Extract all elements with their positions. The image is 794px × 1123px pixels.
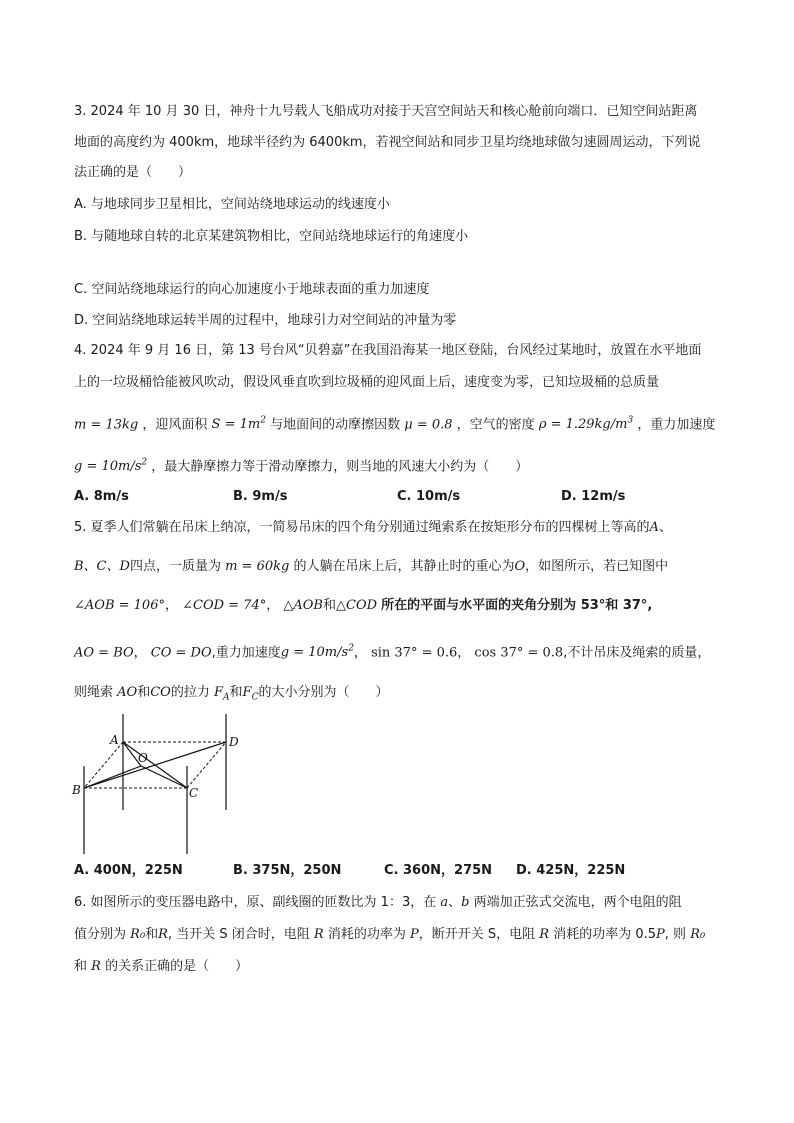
q5-text: ,不计吊床及绳索的质量， [563, 645, 711, 661]
q5-text: ，如图所示，若已知图中 [525, 559, 669, 574]
q6-text: 两端加正弦式交流电，两个电阻的阻 [473, 895, 682, 910]
point-a-label: A [649, 520, 659, 535]
q6-text: 消耗的功率为 0.5 [553, 927, 657, 942]
force-fc: $F_C$ [242, 685, 259, 703]
q6-line3 [74, 958, 248, 976]
q5-text: 的大小分别为（ ） [258, 685, 389, 700]
resistor-r0: R₀ [130, 927, 146, 942]
q5-text: 和 [229, 685, 243, 700]
q4-option-d: D. 12m/s [561, 489, 626, 504]
q4-line4 [74, 454, 528, 476]
q5-option-c: C. 360N，275N [384, 863, 493, 878]
resistor-r: R [91, 959, 101, 974]
rope-ac-line [123, 742, 187, 788]
force-fa-symbol: F [213, 685, 224, 700]
q4-option-b: B. 9m/s [233, 489, 288, 504]
q4-text: ，空气的密度 [456, 417, 535, 433]
q5-text: 的拉力 [170, 685, 210, 700]
terminal-a: a [440, 895, 449, 910]
sin-value: sin 37° = 0.6 [371, 645, 458, 661]
q4-text: 与地面间的动摩擦因数 [270, 417, 401, 433]
q6-text: 、 [448, 895, 462, 910]
q5-line3: ∠AOB = 106°， ∠COD = 74°， △AOB和△COD 所在的平面与水平面的夹角分别为 53°和 37°, [74, 598, 653, 613]
power-p: P [656, 927, 665, 942]
equation-co-do: CO = DO [150, 645, 212, 661]
q5-text: 和 [322, 598, 336, 613]
q6-text: 和 [145, 927, 159, 942]
q5-text: 四点，一质量为 [129, 559, 221, 574]
density-value: ρ = 1.29kg/m [538, 417, 628, 433]
resistor-r: R [313, 927, 324, 942]
gravity-formula: $g = 10m/s^2$ [280, 644, 354, 661]
q3-option-c: C. 空间站绕地球运行的向心加速度小于地球表面的重力加速度 [74, 282, 430, 297]
force-fa: $F_A$ [213, 685, 230, 703]
q6-text: 的关系正确的是（ ） [105, 959, 249, 974]
area-formula: $S = 1m^2$ [211, 416, 266, 433]
hammock-diagram [70, 708, 250, 854]
rope-oc-line [141, 766, 187, 788]
rope-ao: AO [117, 685, 138, 700]
q5-line1: 5. 夏季人们常躺在吊床上纳凉，一简易吊床的四个角分别通过绳索系在按矩形分布的四棵树上等高的A、 [74, 520, 672, 535]
label-o: O [138, 751, 148, 765]
triangle-aob: △AOB [283, 598, 323, 613]
q6-line2 [74, 926, 705, 944]
q6-text: 值分别为 [74, 927, 127, 942]
q5-text: ,重力加速度 [211, 645, 281, 661]
q4-text: ，重力加速度 [637, 417, 716, 433]
q5-text: 的人躺在吊床上后，其静止时的重心为 [293, 559, 515, 574]
q6-text: 6. 如图所示的变压器电路中，原、副线圈的匝数比为 1：3，在 [74, 895, 437, 910]
q5-option-a: A. 400N，225N [74, 863, 183, 878]
label-b: B [72, 783, 81, 797]
label-c: C [189, 786, 199, 800]
q3-line3: 法正确的是（ ） [74, 165, 192, 180]
q5-line5 [74, 684, 388, 707]
q6-text: , 则 [664, 927, 687, 942]
angle-cod: ∠COD = 74° [182, 598, 267, 613]
q5-option-d: D. 425N，225N [516, 863, 626, 878]
angle-aob: ∠AOB = 106° [74, 598, 165, 613]
label-a: A [110, 733, 119, 747]
q3-option-d: D. 空间站绕地球运转半周的过程中，地球引力对空间站的冲量为零 [74, 313, 457, 328]
q4-option-a: A. 8m/s [74, 489, 129, 504]
q4-text: ，最大静摩擦力等于滑动摩擦力，则当地的风速大小约为（ ） [151, 459, 529, 475]
q5-text: 所在的平面与水平面的夹角分别为 53°和 37°, [381, 598, 653, 613]
q3-option-a: A. 与地球同步卫星相比，空间站绕地球运动的线速度小 [74, 197, 390, 212]
q5-text: 5. 夏季人们常躺在吊床上纳凉，一简易吊床的四个角分别通过绳索系在按矩形分布的四棵树上等高的 [74, 520, 650, 535]
mass-formula: m = 60kg [225, 559, 290, 574]
points-bcd: B、C、D [74, 559, 130, 574]
q5-option-b: B. 375N，250N [233, 863, 342, 878]
q6-text: 消耗的功率为 [327, 927, 406, 942]
q4-line1: 4. 2024 年 9 月 16 日，第 13 号台风“贝碧嘉”在我国沿海某一地区登陆，台风经过某地时，放置在水平地面 [74, 343, 702, 358]
q5-text: 和 [137, 685, 151, 700]
gravity-value: g = 10m/s [280, 645, 349, 661]
power-p: P [410, 927, 419, 942]
equation-ao-bo: AO = BO [74, 645, 134, 661]
q5-line4: AO = BO， CO = DO,重力加速度$g = 10m/s^2$， sin 37° = 0.6， cos 37° = 0.8,不计吊床及绳索的质量， [74, 644, 711, 661]
force-fc-symbol: F [242, 685, 252, 700]
q4-option-c: C. 10m/s [397, 489, 461, 504]
q6-text: 和 [74, 959, 88, 974]
center-o-label: O [514, 559, 526, 574]
q6-text: ，断开开关 S，电阻 [418, 927, 536, 942]
q5-text: 则绳索 [74, 685, 114, 700]
q3-option-b: B. 与随地球自转的北京某建筑物相比，空间站绕地球运行的角速度小 [74, 229, 469, 244]
q4-line3 [74, 412, 715, 434]
q3-line2: 地面的高度约为 400km，地球半径约为 6400km，若视空间站和同步卫星均绕地球做匀速圆周运动，下列说 [74, 135, 701, 150]
rope-co: CO [150, 685, 171, 700]
label-d: D [229, 735, 239, 749]
terminal-b: b [461, 895, 470, 910]
resistor-r: R [158, 927, 168, 942]
triangle-cod: △COD [336, 598, 378, 613]
cos-value: cos 37° = 0.8 [474, 645, 564, 661]
resistor-r0: R₀ [690, 927, 706, 942]
q5-line2 [74, 558, 668, 576]
gravity-value: g = 10m/s [74, 459, 142, 475]
friction-coefficient: μ = 0.8 [404, 417, 453, 433]
resistor-r: R [539, 927, 550, 942]
area-value: S = 1m [211, 417, 261, 433]
air-density: $\rho = 1.29kg/m^3$ [538, 416, 634, 433]
q6-text: , 当开关 S 闭合时，电阻 [167, 927, 310, 942]
q3-line1: 3. 2024 年 10 月 30 日，神舟十九号载人飞船成功对接于天宫空间站天和核心舱前向端口．已知空间站距离 [74, 104, 698, 119]
mass-formula: m = 13kg [74, 417, 139, 433]
q4-line2: 上的一垃圾桶恰能被风吹动，假设风垂直吹到垃圾桶的迎风面上后，速度变为零，已知垃圾桶的总质量 [74, 375, 660, 390]
gravity-formula: $g = 10m/s^2$ [74, 458, 148, 475]
q6-line1 [74, 894, 682, 912]
q4-text: ，迎风面积 [142, 417, 208, 433]
